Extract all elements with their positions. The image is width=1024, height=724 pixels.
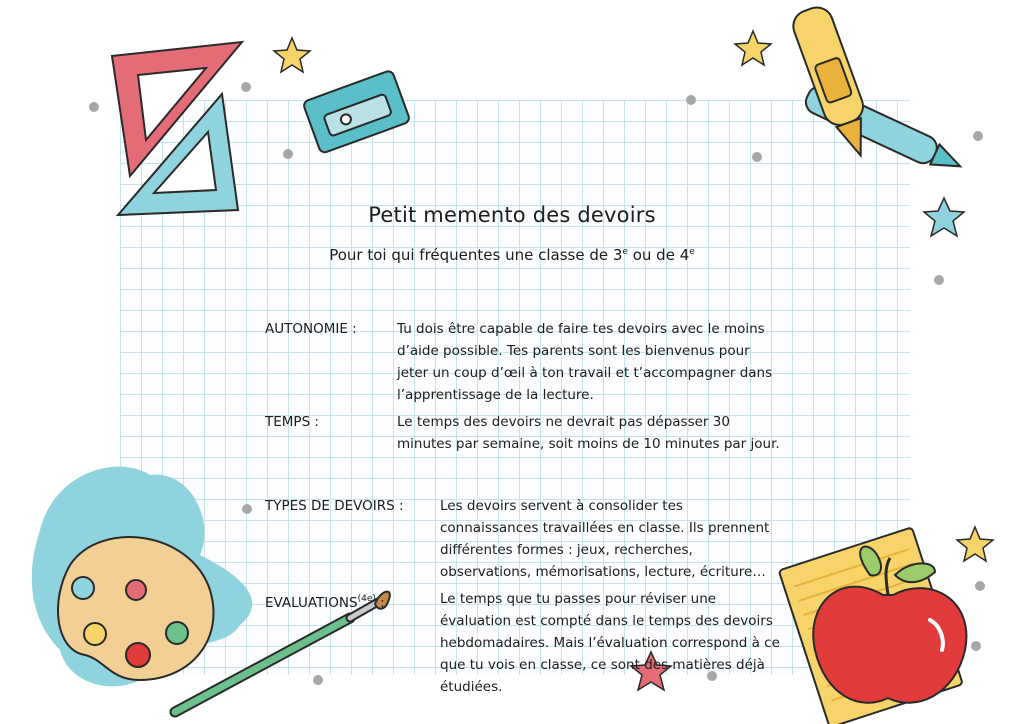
section-label-types: TYPES DE DEVOIRS : bbox=[265, 498, 404, 514]
label-text: EVALUATIONS bbox=[265, 595, 358, 611]
section-body-evaluations bbox=[440, 588, 840, 698]
section-label-temps: TEMPS : bbox=[265, 414, 319, 430]
star-yellow-icon bbox=[957, 527, 993, 561]
body-line: connaissances travaillées en classe. Ils prennent bbox=[440, 520, 770, 536]
label-colon: : bbox=[375, 595, 385, 611]
body-line: jeter un coup d’œil à ton travail et t’accompagner dans bbox=[397, 365, 773, 381]
star-yellow-icon bbox=[274, 38, 310, 72]
body-line: Tu dois être capable de faire tes devoirs avec le moins bbox=[397, 321, 765, 337]
label-superscript: (4e) bbox=[357, 594, 376, 604]
body-line: Les devoirs servent à consolider tes bbox=[440, 498, 683, 514]
body-line: Le temps que tu passes pour réviser une bbox=[440, 591, 717, 607]
subtitle-superscript: e bbox=[622, 247, 628, 257]
body-line: étudiées. bbox=[440, 679, 503, 695]
page-title: Petit memento des devoirs bbox=[368, 203, 656, 227]
section-body-types bbox=[440, 495, 840, 583]
section-label-evaluations bbox=[265, 588, 385, 614]
section-body-temps bbox=[397, 411, 797, 455]
pencil-sharpener-icon bbox=[302, 70, 410, 154]
page-subtitle bbox=[0, 246, 1024, 264]
section-label-autonomie: AUTONOMIE : bbox=[265, 321, 357, 337]
star-yellow-icon bbox=[735, 31, 771, 65]
body-line: hebdomadaires. Mais l’évaluation correspond à ce bbox=[440, 635, 780, 651]
body-line: évaluation est compté dans le temps des devoirs bbox=[440, 613, 773, 629]
subtitle-text: Pour toi qui fréquentes une classe de 3 bbox=[329, 246, 623, 264]
subtitle-superscript: e bbox=[689, 247, 695, 257]
body-line: minutes par semaine, soit moins de 10 minutes par jour. bbox=[397, 436, 780, 452]
section-body-autonomie bbox=[397, 318, 797, 406]
body-line: que tu vois en classe, ce sont des matières déjà bbox=[440, 657, 765, 673]
body-line: observations, mémorisations, lecture, écriture… bbox=[440, 564, 766, 580]
body-line: différentes formes : jeux, recherches, bbox=[440, 542, 693, 558]
body-line: l’apprentissage de la lecture. bbox=[397, 387, 594, 403]
body-line: d’aide possible. Tes parents sont les bienvenus pour bbox=[397, 343, 750, 359]
subtitle-text: ou de 4 bbox=[627, 246, 690, 264]
body-line: Le temps des devoirs ne devrait pas dépasser 30 bbox=[397, 414, 730, 430]
